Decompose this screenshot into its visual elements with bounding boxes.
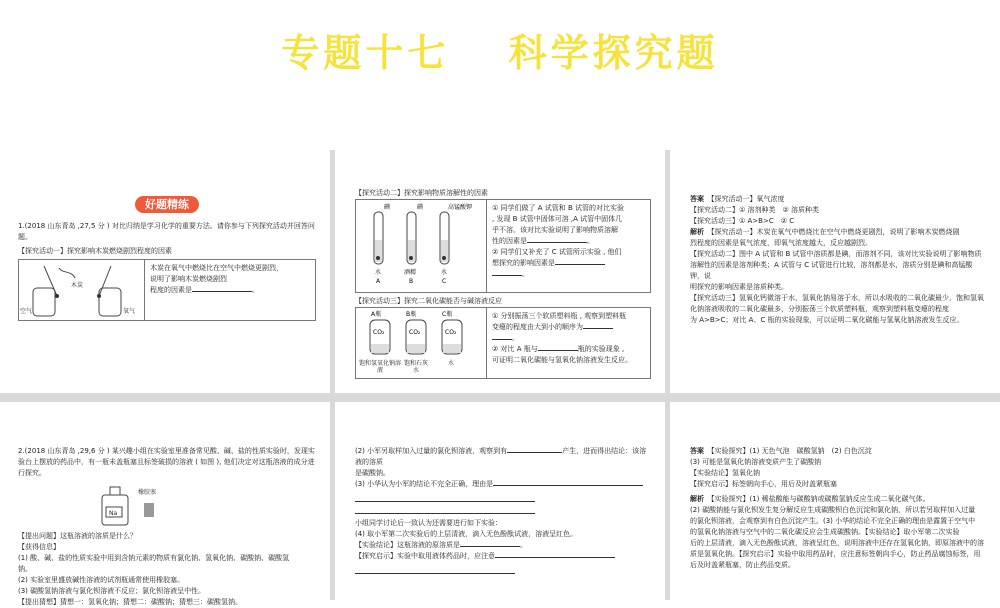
body-line: 【获得信息】 [18, 543, 60, 551]
answer-blank [583, 328, 613, 329]
question-line: 性的因素是 [492, 237, 527, 245]
analysis-line: (2) 碳酸钠能与氯化钡发生复分解反应生成碳酸钡白色沉淀和氯化钠，所以若另取样加入过量 [690, 506, 976, 514]
answer-line: 【探究启示】标签朝向手心，用后及时盖紧瓶塞 [690, 480, 837, 488]
answer-blank [495, 557, 615, 558]
answer-line [355, 563, 515, 574]
body-line: (3) 碳酸氢钠溶液与氯化钡溶液不反应；氯化钡溶液呈中性。 [18, 587, 206, 595]
gas-label: CO₂ [445, 329, 457, 336]
question-line: 变瘪的程度由大到小的顺序为 [492, 323, 583, 331]
reagent-label: 碘 [417, 204, 424, 211]
analysis-line: 的氢氧化钠溶液与空气中的二氧化碳反应会生成碳酸钠。【实验结论】取小军第二次实验 [690, 528, 960, 536]
liquid-label: 水 [448, 360, 455, 367]
answer-label: 答案 [690, 195, 704, 203]
question-line: , 发现 B 试管中固体可溶 ,A 试管中固体几 [492, 215, 623, 223]
reagent-label: 碘 [384, 204, 391, 211]
analysis-line: 烈程度的因素是氧气浓度，即氧气浓度越大，反应越剧烈。 [690, 239, 872, 247]
body-line: 产生，进而得出结论：该溶液的溶质 [355, 447, 647, 466]
body-line: 【提出猜想】猜想一：氢氧化钠；猜想二：碳酸钠；猜想三：碳酸氢钠。 [18, 598, 242, 606]
gas-label: CO₂ [409, 329, 421, 336]
question-line: 瓶的实验现象 , [577, 345, 625, 353]
analysis-line: 化钠溶液吸收的二氧化碳最多，分别振荡三个软质塑料瓶，观察到塑料瓶变瘪的程度 [690, 305, 949, 313]
answer-line: 【实验探究】(1) 无色气泡 碳酸氢钠 (2) 白色沉淀 [711, 447, 872, 455]
answer-blank [555, 264, 605, 265]
analysis-line: 【探究活动一】木炭在氧气中燃烧比在空气中燃烧更剧烈，说明了影响木炭燃烧剧 [711, 228, 960, 236]
question-intro: 2.(2018 山东青岛 ,29,6 分 ) 某兴趣小组在实验室里准备常见酸、碱、盐的性质实验时，发现实验台上摆放的药品中，有一瓶未盖瓶塞且标签破损的溶液 ( 如图 ), 他们决定对这瓶溶液的成分进行探究。 [18, 447, 315, 477]
activity-two-heading: 【探究活动二】探究影响物质溶解性的因素 [355, 189, 488, 197]
body-line: 钠。 [18, 565, 32, 573]
answer-blank [507, 452, 562, 453]
punctuation: 。 [587, 237, 594, 245]
combustion-diagram [19, 260, 145, 321]
analysis-line: 【探究活动三】氢氧化钙微溶于水，氢氧化钠易溶于水，所以水吸收的二氧化碳最少，饱和氢氧 [690, 294, 984, 302]
answer-line: 【探究活动一】氧气浓度 [711, 195, 785, 203]
analysis-line: 溶解性的因素是溶剂种类；A 试管与 C 试管进行比较，溶剂都是水，溶质分别是碘和高锰酸钾，说 [690, 261, 973, 280]
question-line: 木炭在氧气中燃烧比在空气中燃烧更剧烈， [150, 264, 283, 272]
answer-line: 【实验结论】氢氧化钠 [690, 469, 760, 477]
analysis-line: 明探究的影响因素是溶质种类。 [690, 283, 788, 291]
body-line: 小组同学讨论后一致认为还需要进行如下实验： [355, 519, 502, 527]
solvent-label: 水 [375, 269, 382, 276]
answer-blank [460, 546, 520, 547]
solvent-label: 酒精 [404, 269, 417, 276]
tube-label: A [376, 278, 381, 285]
bottle-label: C瓶 [442, 311, 453, 318]
body-line: (2) 实验室里盛放碱性溶液的试剂瓶通常使用橡胶塞。 [18, 576, 185, 584]
tube-label: C [442, 278, 447, 285]
answer-label: 答案 [690, 447, 704, 455]
test-tubes-illustration [356, 200, 486, 288]
slide-thumbnail-5[interactable]: (2) 小军另取样加入过量的氯化钡溶液，观察到有 产生，进而得出结论：该溶液的溶质 是碳酸钠。 (3) 小华认为小军的结论不完全正确，理由是 小组同学讨论后一致认为还需要进行如下实验： (4) 取小军第二次实验后的上层清液，滴入无色酚酞试液，溶液呈红色。 【实验结论】这瓶溶液的原溶质是 。 【探究启示】实验中取用液体药品时，应注意 [335, 402, 665, 600]
activity-one-heading: 【探究活动一】探究影响木炭燃烧剧烈程度的因素 [18, 247, 172, 255]
body-line: (2) 小军另取样加入过量的氯化钡溶液，观察到有 [355, 447, 508, 455]
bottle-figure [88, 481, 316, 529]
analysis-label: 解析 [690, 228, 704, 236]
answer-blank [492, 339, 512, 340]
thumbnail-grid [0, 150, 1000, 606]
analysis-line: 后及时盖紧瓶塞，防止药品变质。 [690, 561, 795, 569]
slide-thumbnail-3[interactable] [670, 150, 1000, 393]
bottle-label: Na [109, 510, 118, 517]
reagent-label: 高锰酸钾 [448, 204, 473, 211]
answer-line [355, 503, 535, 514]
answer-line: (3) 可能是氢氧化钠溶液变质产生了碳酸钠 [690, 458, 822, 466]
question-line: 乎不溶。该对比实验说明了影响物质溶解 [492, 226, 618, 234]
body-line: 【实验结论】这瓶溶液的原溶质是 [355, 541, 460, 549]
body-line: 是碳酸钠。 [355, 469, 390, 477]
slide-thumbnail-1[interactable] [0, 150, 330, 393]
analysis-line: 【探究活动二】图中 A 试管和 B 试管中溶质都是碘，而溶剂不同，该对比实验说明了影响物质 [690, 250, 982, 258]
answer-line: 【探究活动三】① A>B>C ② C [690, 217, 795, 225]
punctuation: 。 [512, 334, 519, 342]
answer-blank [538, 350, 578, 351]
answer-blank [492, 275, 522, 276]
bottle-label: A瓶 [371, 311, 382, 318]
gas-label: CO₂ [373, 329, 385, 336]
answer-blank [493, 485, 643, 486]
body-line: (4) 取小军第二次实验后的上层清液，滴入无色酚酞试液，溶液呈红色。 [355, 530, 578, 538]
analysis-line: 【实验探究】(1) 稀盐酸能与碳酸钠或碳酸氢钠反应生成二氧化碳气体。 [711, 495, 930, 503]
liquid-label: 饱和氢氧化钠溶液 [359, 360, 402, 374]
question-line: 可证明二氧化碳能与氢氧化钠溶液发生反应 [492, 356, 625, 364]
slide-thumbnail-2[interactable] [335, 150, 665, 393]
question-line: ② 对比 A 瓶与 [492, 345, 538, 353]
answer-blank [527, 242, 587, 243]
question-line: ① 同学们做了 A 试管和 B 试管的对比实验 [492, 204, 624, 212]
activity-two-question: ① 同学们做了 A 试管和 B 试管的对比实验 , 发现 B 试管中固体可溶 ,A 试管中固体几 乎不溶。该对比实验说明了影响物质溶解 性的因素是 。 ② 同学们又补充了 C 试管所示实验 , 他们 想探究的影响因素是 。 [487, 200, 651, 293]
slide-thumbnail-6[interactable] [670, 402, 1000, 600]
activity-three-heading: 【探究活动三】探究二氧化碳能否与碱溶液反应 [355, 297, 502, 305]
slide-thumbnail-4[interactable] [0, 402, 330, 606]
body-line: 【提出问题】这瓶溶液的溶质是什么？ [18, 532, 137, 540]
punctuation: 。 [625, 356, 632, 364]
tube-label: B [409, 278, 414, 285]
test-tube-diagram [356, 200, 487, 293]
question-line: ① 分别振荡三个软质塑料瓶 , 观察到塑料瓶 [492, 312, 627, 320]
activity-two-figure [355, 199, 651, 293]
question-intro: 1.(2018 山东青岛 ,27,5 分 ) 对比归纳是学习化学的重要方法。请你参与下列探究活动并回答问题。 [18, 222, 315, 241]
oxygen-label: 氧气 [123, 308, 136, 315]
answer-blank [192, 291, 252, 292]
page-title: 专题十七 科学探究题 [281, 31, 719, 75]
analysis-line: 质是氢氧化钠。【探究启示】实验中取用药品时，应注意标签朝向手心，防止药品腐蚀标签，用 [690, 550, 981, 558]
answer-line [355, 491, 535, 502]
analysis-line: 的氯化钡溶液，会观察到有白色沉淀产生。(3) 小华的结论不完全正确的理由是露置于空气中 [690, 517, 976, 525]
charcoal-label: 木炭 [71, 282, 84, 289]
activity-three-question [487, 308, 651, 379]
activity-one-question: 木炭在氧气中燃烧比在空气中燃烧更剧烈， 说明了影响木炭燃烧剧烈 程度的因素是 。 [145, 260, 316, 321]
question-line: 想探究的影响因素是 [492, 259, 555, 267]
practice-badge: 好题精练 [135, 196, 199, 213]
bottle-diagram [356, 308, 487, 379]
question-line: 程度的因素是 [150, 286, 192, 294]
body-line: 【探究启示】实验中取用液体药品时，应注意 [355, 552, 495, 560]
analysis-line: 为 A>B>C；对比 A、C 瓶的实验现象，可以证明二氧化碳能与氢氧化钠溶液发生反应。 [690, 316, 964, 324]
analysis-label: 解析 [690, 495, 704, 503]
activity-three-figure [355, 307, 651, 379]
solvent-label: 水 [441, 269, 448, 276]
question-line: 说明了影响木炭燃烧剧烈 [150, 275, 227, 283]
stopper-label: 橡胶塞 [138, 489, 157, 496]
answer-line: 【探究活动二】① 溶剂种类 ② 溶质种类 [690, 206, 820, 214]
bottle-label: B瓶 [406, 311, 417, 318]
body-line: (3) 小华认为小军的结论不完全正确，理由是 [355, 480, 494, 488]
activity-one-figure [18, 259, 316, 321]
liquid-label: 饱和石灰水 [404, 360, 429, 374]
question-line: ② 同学们又补充了 C 试管所示实验 , 他们 [492, 248, 622, 256]
body-line: (1) 酸、碱、盐的性质实验中用到含钠元素的物质有氯化钠、氢氧化钠、碳酸钠、碳酸氢 [18, 554, 290, 562]
analysis-line: 后的上层清液，滴入无色酚酞试液，溶液呈红色，说明溶液中还存在氢氧化钠，即原溶液中的溶 [690, 539, 984, 547]
air-label: 空气 [20, 308, 33, 315]
